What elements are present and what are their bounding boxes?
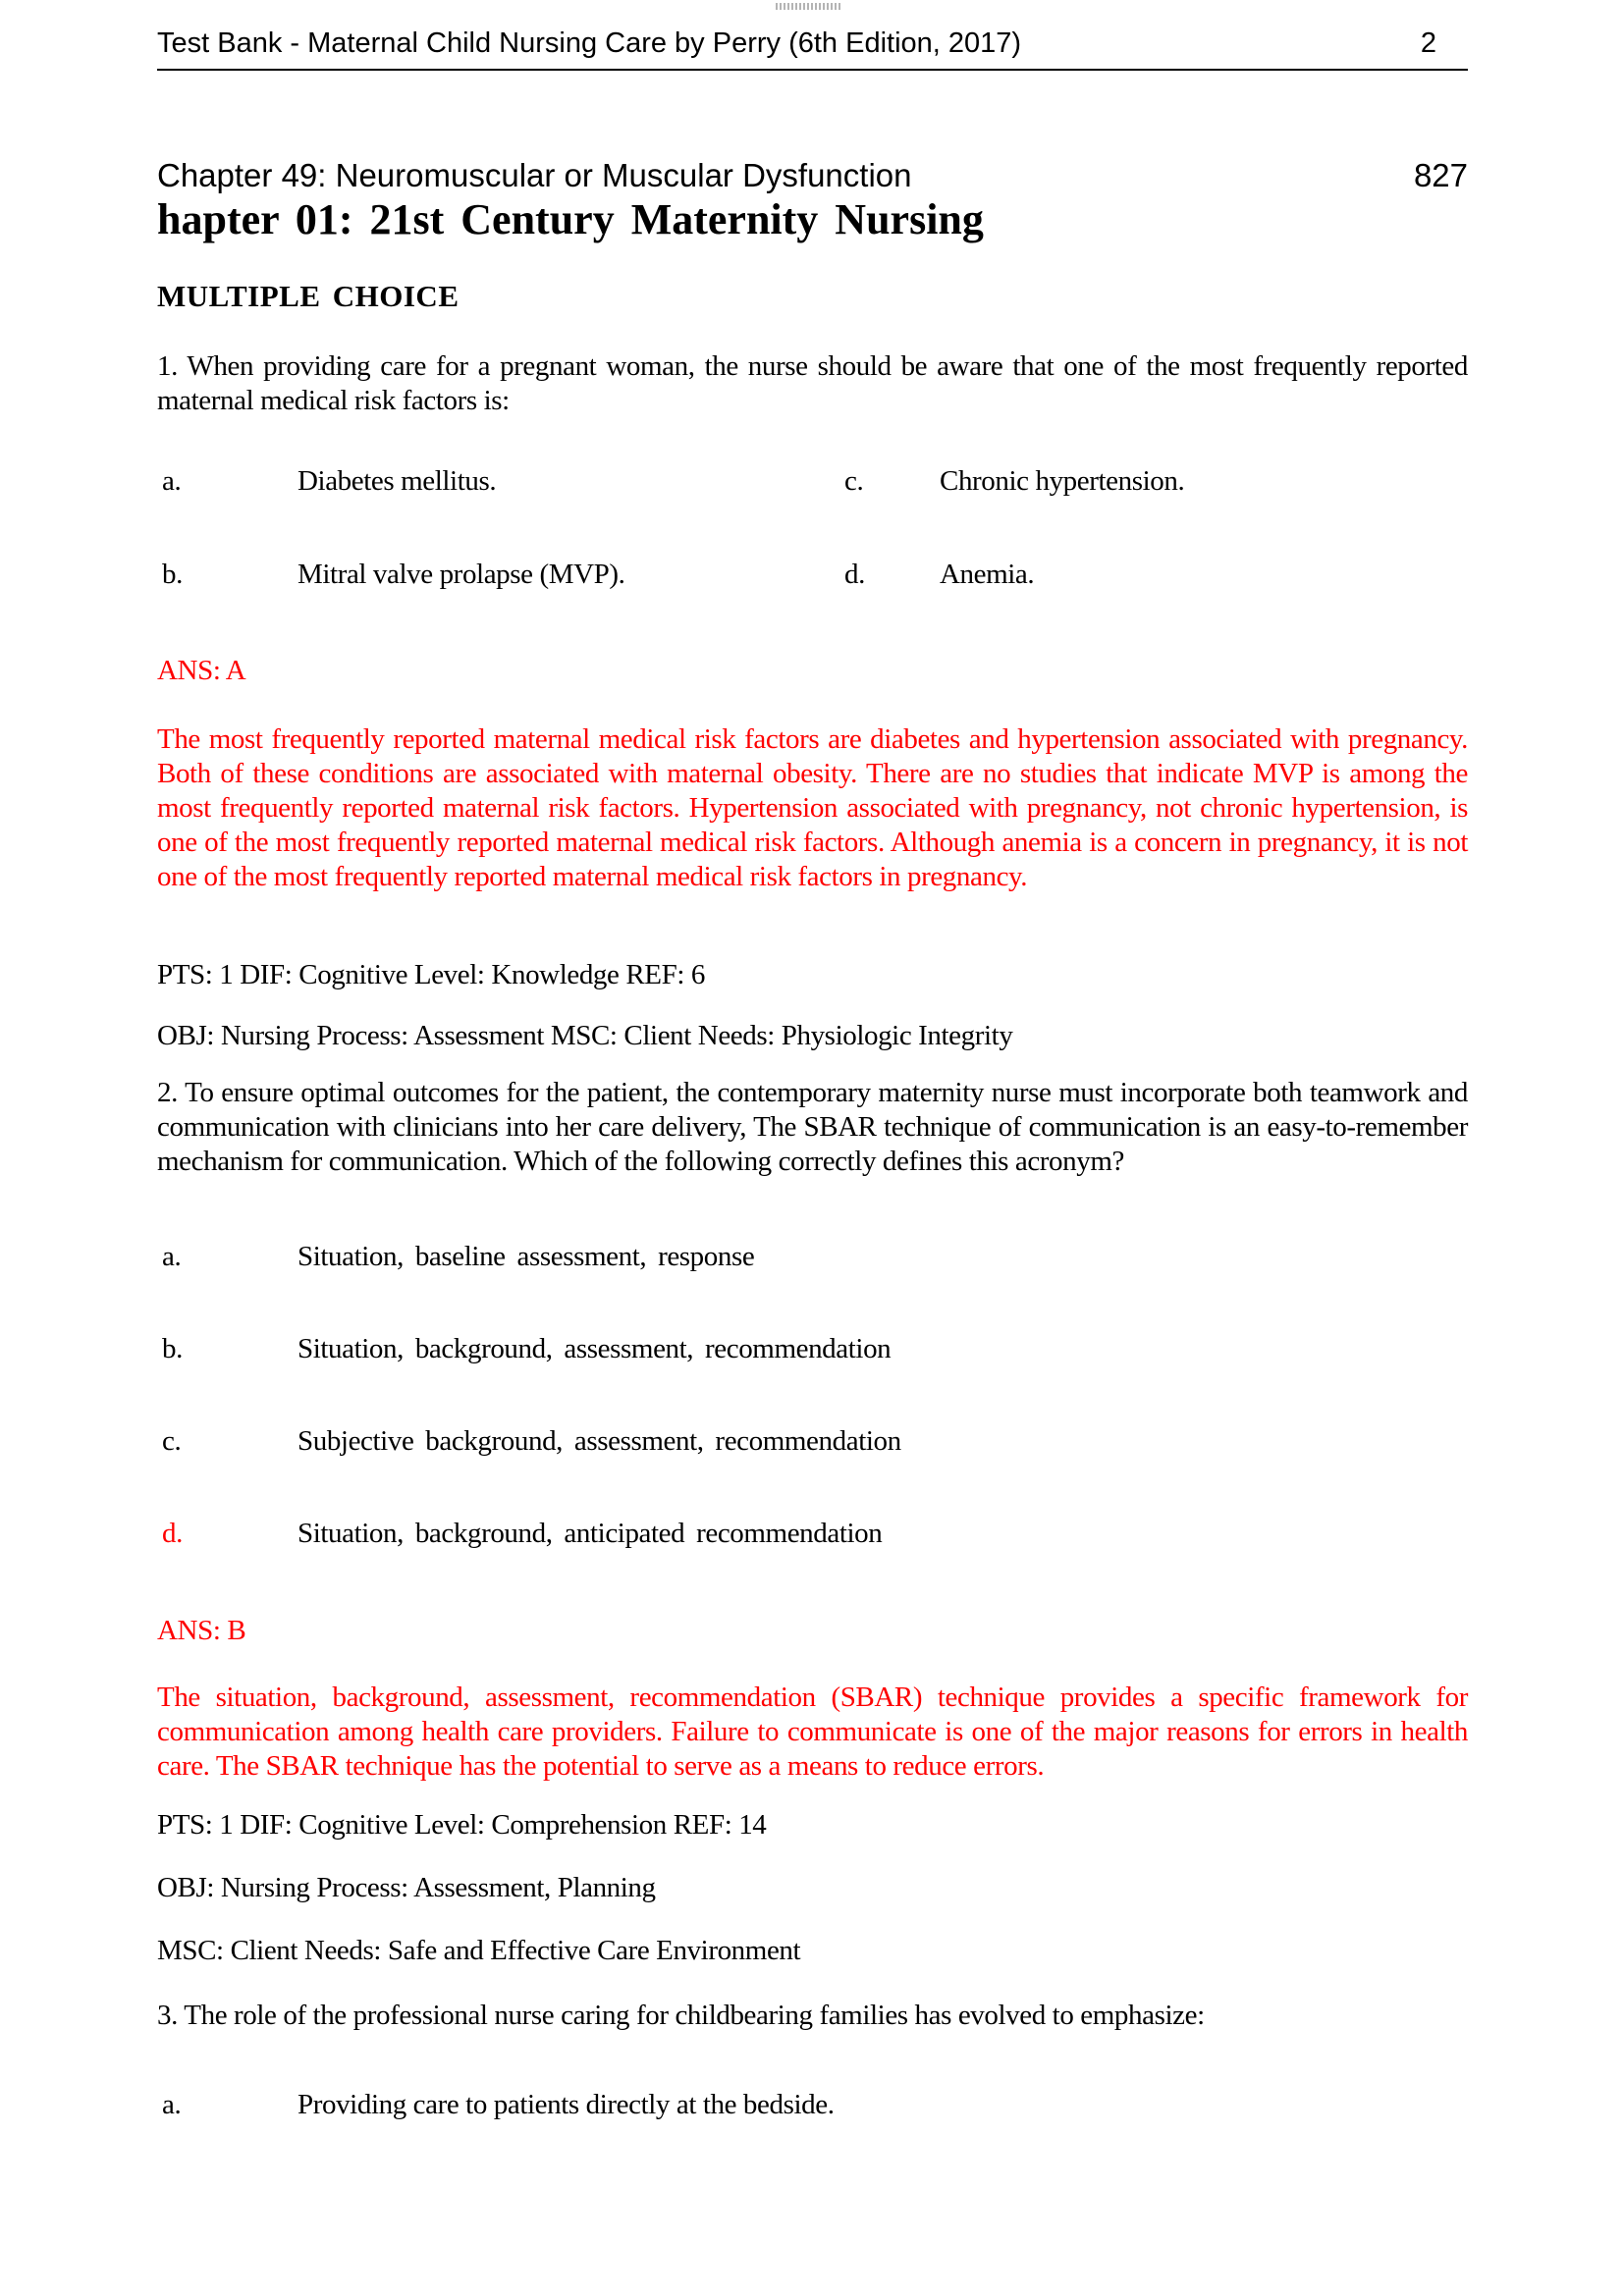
option-text-b: Situation, background, assessment, recommendation bbox=[298, 1333, 892, 1364]
pts-line-q1: PTS: 1 DIF: Cognitive Level: Knowledge REF: 6 bbox=[157, 959, 705, 990]
rationale-q2: The situation, background, assessment, recommendation (SBAR) technique provides a specific framework for communication among health care providers. Failure to communicate is one of the major reasons for errors in health care. The SBAR technique has the potential to serve as a means to reduce errors. bbox=[157, 1682, 1468, 1782]
option-row bbox=[157, 2087, 1468, 2122]
question-1-options bbox=[157, 463, 1468, 592]
option-text-c: Subjective background, assessment, recommendation bbox=[298, 1425, 901, 1457]
msc-line-q2: MSC: Client Needs: Safe and Effective Care Environment bbox=[157, 1935, 801, 1966]
option-text-c: Chronic hypertension. bbox=[940, 465, 1185, 497]
option-letter-d: d. bbox=[844, 559, 865, 590]
header-page-number: 2 bbox=[1420, 27, 1436, 59]
option-letter-a: a. bbox=[162, 465, 182, 497]
question-3-options bbox=[157, 2087, 1468, 2122]
option-row bbox=[157, 1516, 1468, 1551]
option-row bbox=[157, 1331, 1468, 1366]
option-letter-c: c. bbox=[844, 465, 864, 497]
document-title: hapter 01: 21st Century Maternity Nursing bbox=[157, 195, 984, 243]
section-heading: MULTIPLE CHOICE bbox=[157, 279, 460, 313]
chapter-page-ref: 827 bbox=[1413, 157, 1468, 193]
option-letter-d-highlighted: d. bbox=[162, 1518, 183, 1549]
option-letter-a: a. bbox=[162, 1241, 182, 1272]
option-text-a: Providing care to patients directly at the bedside. bbox=[298, 2089, 835, 2120]
option-text-a: Situation, baseline assessment, response bbox=[298, 1241, 755, 1272]
option-letter-b: b. bbox=[162, 1333, 183, 1364]
option-text-d: Situation, background, anticipated recommendation bbox=[298, 1518, 883, 1549]
obj-line-q2: OBJ: Nursing Process: Assessment, Planning bbox=[157, 1872, 656, 1903]
answer-label-q2: ANS: B bbox=[157, 1615, 246, 1646]
chapter-heading-row bbox=[157, 157, 1468, 193]
option-letter-b: b. bbox=[162, 559, 183, 590]
page-header bbox=[157, 27, 1468, 71]
option-row bbox=[157, 1423, 1468, 1459]
question-1-text: 1. When providing care for a pregnant woman, the nurse should be aware that one of the most frequently reported maternal medical risk factors is: bbox=[157, 350, 1468, 416]
option-letter-a: a. bbox=[162, 2089, 182, 2120]
option-text-a: Diabetes mellitus. bbox=[298, 465, 497, 497]
option-letter-c: c. bbox=[162, 1425, 182, 1457]
obj-line-q1: OBJ: Nursing Process: Assessment MSC: Client Needs: Physiologic Integrity bbox=[157, 1020, 1013, 1051]
option-row bbox=[157, 1239, 1468, 1274]
option-row bbox=[157, 463, 1468, 499]
option-row bbox=[157, 557, 1468, 592]
option-text-d: Anemia. bbox=[940, 559, 1035, 590]
rationale-q1: The most frequently reported maternal medical risk factors are diabetes and hypertension associated with pregnancy. Both of these conditions are associated with maternal obesity. There are no studies that indicate MVP is among the most frequently reported maternal risk factors. Hypertension associated with pregnancy, not chronic hypertension, is one of the most frequently reported maternal medical risk factors. Although anemia is a concern in pregnancy, it is not one of the most frequently reported maternal medical risk factors in pregnancy. bbox=[157, 723, 1468, 892]
pts-line-q2: PTS: 1 DIF: Cognitive Level: Comprehension REF: 14 bbox=[157, 1809, 767, 1841]
option-text-b: Mitral valve prolapse (MVP). bbox=[298, 559, 625, 590]
question-3-text: 3. The role of the professional nurse caring for childbearing families has evolved to emphasize: bbox=[157, 2000, 1205, 2031]
question-2-text: 2. To ensure optimal outcomes for the patient, the contemporary maternity nurse must incorporate both teamwork and communication with clinicians into her care delivery, The SBAR technique of communication is an easy-to-remember mechanism for communication. Which of the following correctly defines this acronym? bbox=[157, 1077, 1468, 1177]
chapter-heading: Chapter 49: Neuromuscular or Muscular Dysfunction bbox=[157, 157, 912, 193]
question-2-options bbox=[157, 1239, 1468, 1551]
answer-label-q1: ANS: A bbox=[157, 655, 246, 686]
header-book-title: Test Bank - Maternal Child Nursing Care by Perry (6th Edition, 2017) bbox=[157, 27, 1022, 59]
micro-text-artifact bbox=[776, 3, 840, 10]
